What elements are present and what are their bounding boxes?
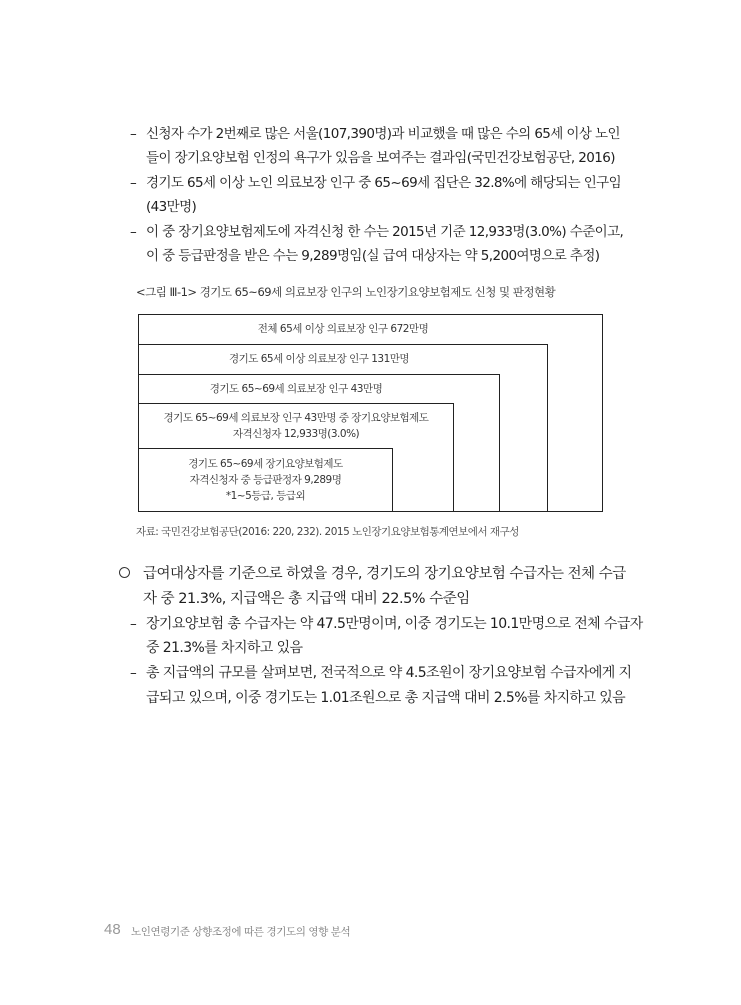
box-label-level-3: 경기도 65~69세 의료보장 인구 43만명 [209, 383, 383, 395]
box-label-level-4: 경기도 65~69세 의료보장 인구 43만명 중 장기요양보험제도 [163, 412, 429, 424]
box-label-level-1: 전체 65세 이상 의료보장 인구 672만명 [257, 323, 429, 335]
box-label-level-5: 자격신청자 중 등급판정자 9,289명 [189, 474, 342, 486]
circle-bullet-icon [119, 567, 130, 578]
bullet-text-line: 중 21.3%를 차지하고 있음 [146, 640, 303, 656]
dash-marker: – [130, 224, 137, 240]
bullet-text-line: 장기요양보험 총 수급자는 약 47.5만명이며, 이중 경기도는 10.1만명으로 전체 수급자 [146, 616, 643, 632]
box-label-level-2: 경기도 65세 이상 의료보장 인구 131만명 [228, 353, 410, 365]
figure-source: 자료: 국민건강보험공단(2016: 220, 232). 2015 노인장기요양보험통계연보에서 재구성 [136, 526, 519, 538]
dash-marker: – [130, 175, 137, 191]
box-label-level-5-note: *1~5등급, 등급외 [225, 490, 306, 502]
bullet-text-line: 총 지급액의 규모를 살펴보면, 전국적으로 약 4.5조원이 장기요양보험 수급자에게 지 [146, 665, 632, 681]
dash-marker: – [130, 665, 137, 681]
bullet-text-line: (43만명) [146, 199, 197, 215]
bullet-text-line: 이 중 등급판정을 받은 수는 9,289명임(실 급여 대상자는 약 5,200여명으로 추정) [146, 248, 600, 264]
box-label-level-4: 자격신청자 12,933명(3.0%) [232, 428, 360, 440]
box-label-level-5: 경기도 65~69세 장기요양보험제도 [188, 458, 343, 470]
dash-marker: – [130, 126, 137, 142]
bullet-text-line: 이 중 장기요양보험제도에 자격신청 한 수는 2015년 기준 12,933명(3.0%) 수준이고, [146, 224, 624, 240]
bullet-text-line: 들이 장기요양보험 인정의 욕구가 있음을 보여주는 결과임(국민건강보험공단, 2016) [146, 150, 615, 166]
bullet-text-line: 신청자 수가 2번째로 많은 서울(107,390명)과 비교했을 때 많은 수의 65세 이상 노인 [146, 126, 620, 142]
main-point-line: 급여대상자를 기준으로 하였을 경우, 경기도의 장기요양보험 수급자는 전체 수급 [143, 566, 626, 582]
running-title: 노인연령기준 상향조정에 따른 경기도의 영향 분석 [131, 926, 351, 938]
bullet-text-line: 경기도 65세 이상 노인 의료보장 인구 중 65~69세 집단은 32.8%에 해당되는 인구임 [146, 175, 622, 191]
bullet-text-line: 급되고 있으며, 이중 경기도는 1.01조원으로 총 지급액 대비 2.5%를 차지하고 있음 [146, 690, 626, 706]
page-number: 48 [104, 921, 121, 938]
dash-marker: – [130, 616, 137, 632]
figure-caption: <그림 Ⅲ-1> 경기도 65~69세 의료보장 인구의 노인장기요양보험제도 신청 및 판정현황 [136, 285, 556, 299]
main-point-line: 자 중 21.3%, 지급액은 총 지급액 대비 22.5% 수준임 [143, 591, 470, 607]
